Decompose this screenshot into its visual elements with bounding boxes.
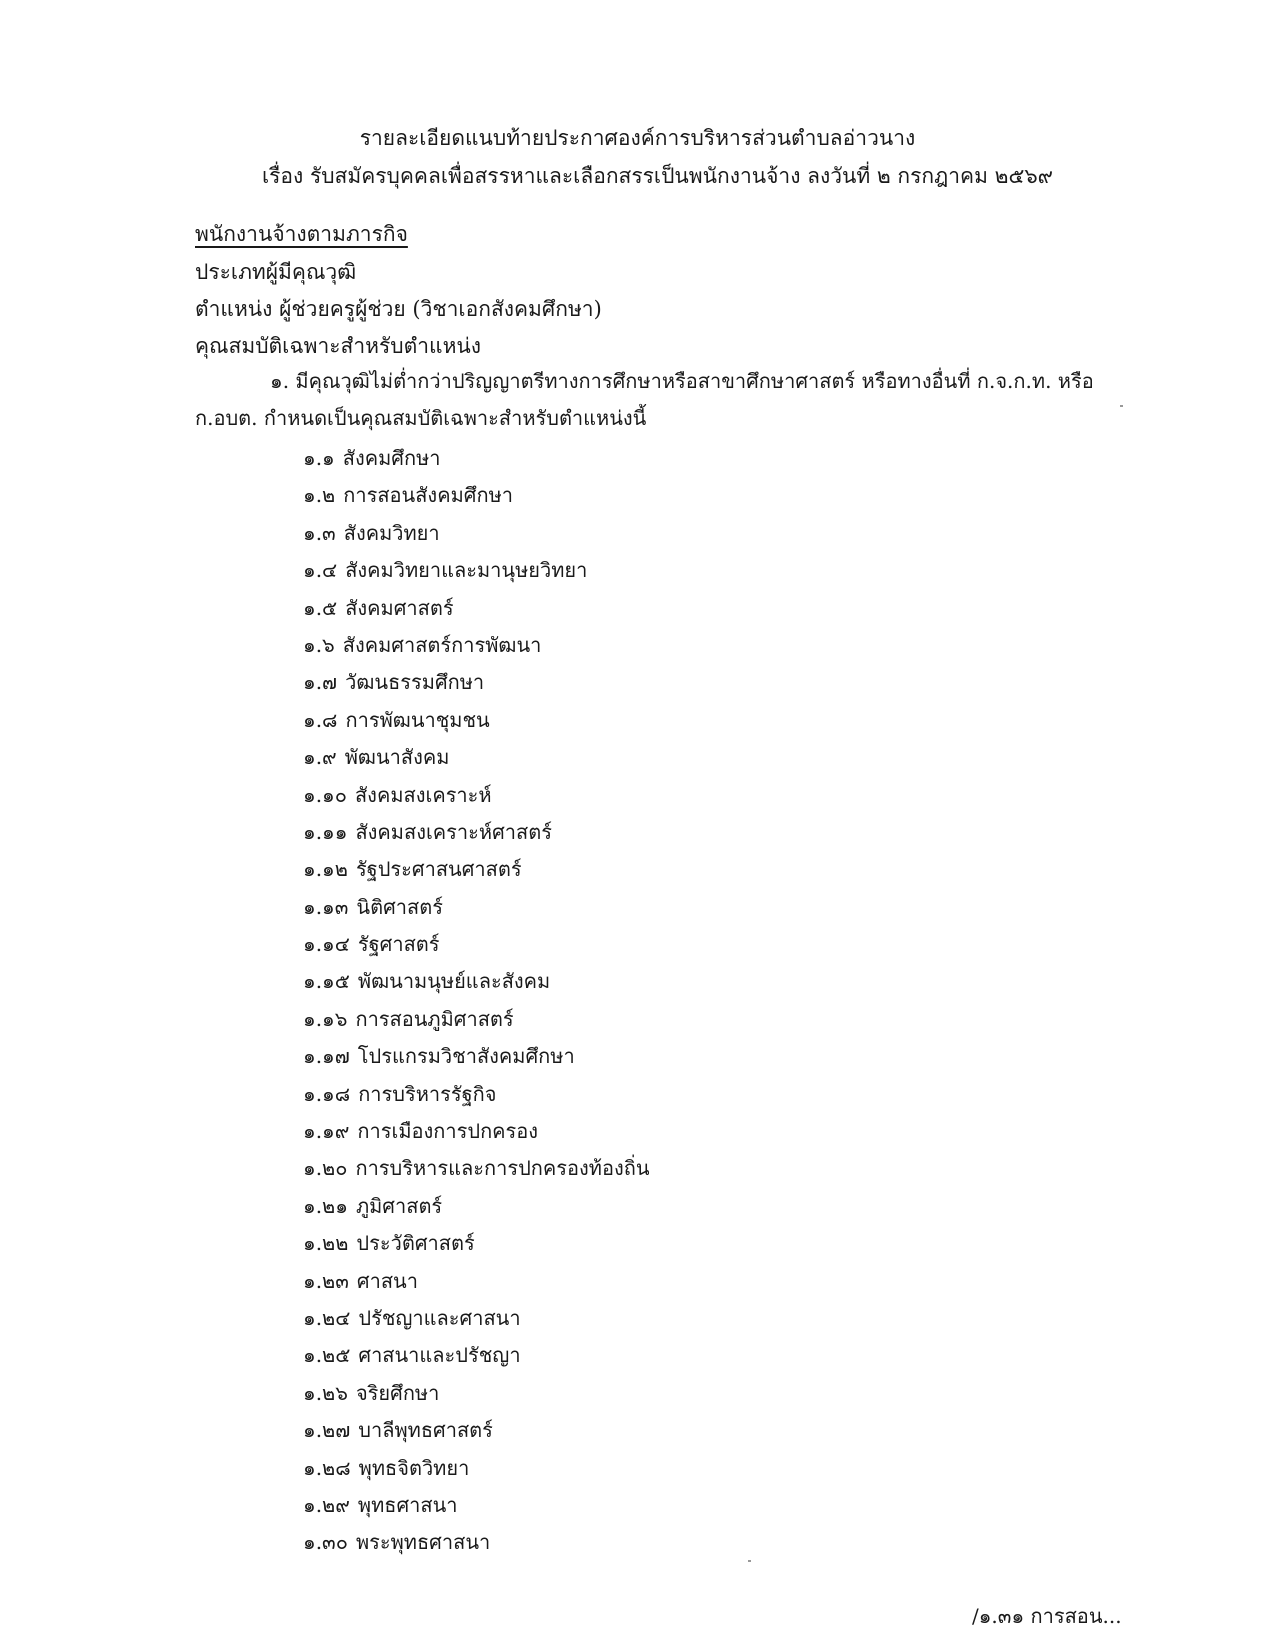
field-name: สังคมศาสตร์การพัฒนา bbox=[342, 632, 542, 657]
field-name: ศาสนา bbox=[356, 1268, 418, 1293]
field-number: ๑.๒๑ bbox=[303, 1193, 348, 1218]
field-list-item bbox=[303, 1263, 650, 1300]
field-number: ๑.๒๔ bbox=[303, 1305, 351, 1330]
field-list-item bbox=[303, 702, 650, 739]
field-list-item bbox=[303, 477, 650, 514]
field-name: การบริหารรัฐกิจ bbox=[358, 1081, 497, 1106]
field-number: ๑.๑๖ bbox=[303, 1006, 348, 1031]
field-list-item bbox=[303, 1150, 650, 1187]
field-name: การสอนภูมิศาสตร์ bbox=[355, 1006, 514, 1031]
field-list-item bbox=[303, 1188, 650, 1225]
field-list-item bbox=[303, 1300, 650, 1337]
field-name: รัฐศาสตร์ bbox=[357, 932, 440, 957]
field-number: ๑.๒ bbox=[303, 483, 336, 508]
field-list-item bbox=[303, 1487, 650, 1524]
field-number: ๑.๑๔ bbox=[303, 932, 350, 957]
field-name: การสอนสังคมศึกษา bbox=[343, 483, 513, 508]
field-name: สังคมศึกษา bbox=[342, 446, 441, 470]
field-list-item bbox=[303, 739, 650, 776]
field-number: ๑.๒๗ bbox=[303, 1418, 351, 1443]
document-title-line-1: รายละเอียดแนบท้ายประกาศองค์การบริหารส่วนตำบลอ่าวนาง bbox=[359, 126, 916, 150]
field-name: รัฐประศาสนศาสตร์ bbox=[355, 857, 522, 882]
field-list-item bbox=[303, 1113, 650, 1150]
field-name: สังคมวิทยา bbox=[343, 520, 440, 545]
field-number: ๑.๑๕ bbox=[303, 969, 350, 994]
continuation-note: /๑.๓๑ การสอน... bbox=[972, 1604, 1122, 1628]
field-number: ๑.๘ bbox=[303, 707, 338, 732]
field-name: การบริหารและการปกครองท้องถิ่น bbox=[355, 1156, 650, 1181]
document-title-line-2: เรื่อง รับสมัครบุคคลเพื่อสรรหาและเลือกสรรเป็นพนักงานจ้าง ลงวันที่ ๒ กรกฎาคม ๒๕๖๙ bbox=[261, 164, 1054, 188]
field-list-item bbox=[303, 777, 650, 814]
field-list-item bbox=[303, 814, 650, 851]
field-number: ๑.๑๐ bbox=[303, 782, 347, 807]
field-number: ๑.๒๙ bbox=[303, 1492, 350, 1517]
field-list-item bbox=[303, 515, 650, 552]
category-heading: ประเภทผู้มีคุณวุฒิ bbox=[195, 260, 357, 284]
field-list-item bbox=[303, 1225, 650, 1262]
position-heading: ตำแหน่ง ผู้ช่วยครูผู้ช่วย (วิชาเอกสังคมศึกษา) bbox=[195, 297, 602, 321]
field-list-item bbox=[303, 1038, 650, 1075]
scan-speck bbox=[748, 1560, 751, 1562]
field-list-item bbox=[303, 1524, 650, 1561]
field-number: ๑.๑๘ bbox=[303, 1081, 351, 1106]
field-list-item bbox=[303, 664, 650, 701]
field-name: การพัฒนาชุมชน bbox=[345, 707, 490, 732]
field-list-item bbox=[303, 1001, 650, 1038]
field-name: พุทธศาสนา bbox=[357, 1492, 458, 1517]
field-list-item bbox=[303, 1337, 650, 1374]
field-number: ๑.๔ bbox=[303, 558, 338, 583]
requirement-line-1: ๑. มีคุณวุฒิไม่ต่ำกว่าปริญญาตรีทางการศึกษาหรือสาขาศึกษาศาสตร์ หรือทางอื่นที่ ก.จ.ก.ท. หรือ bbox=[270, 369, 1094, 393]
field-number: ๑.๒๖ bbox=[303, 1380, 348, 1405]
field-list-item bbox=[303, 926, 650, 963]
field-list-item bbox=[303, 963, 650, 1000]
field-name: พัฒนาสังคม bbox=[344, 745, 450, 770]
field-list-item bbox=[303, 1375, 650, 1412]
field-name: ภูมิศาสตร์ bbox=[355, 1193, 443, 1218]
field-number: ๑.๑ bbox=[303, 446, 335, 470]
field-number: ๑.๒๘ bbox=[303, 1455, 351, 1480]
field-name: จริยศึกษา bbox=[355, 1380, 440, 1405]
scan-speck bbox=[1120, 405, 1123, 407]
field-number: ๑.๖ bbox=[303, 632, 335, 657]
field-number: ๑.๒๐ bbox=[303, 1156, 348, 1181]
field-number: ๑.๒๒ bbox=[303, 1231, 349, 1256]
field-list-item bbox=[303, 1412, 650, 1449]
field-name: สังคมวิทยาและมานุษยวิทยา bbox=[345, 558, 588, 583]
field-number: ๑.๒๓ bbox=[303, 1268, 349, 1293]
field-number: ๑.๙ bbox=[303, 745, 337, 770]
employee-type-heading: พนักงานจ้างตามภารกิจ bbox=[195, 222, 408, 246]
qualification-fields-list bbox=[303, 440, 650, 1562]
field-number: ๑.๑๗ bbox=[303, 1044, 350, 1069]
field-list-item bbox=[303, 851, 650, 888]
field-name: พุทธจิตวิทยา bbox=[358, 1455, 470, 1480]
field-number: ๑.๕ bbox=[303, 595, 338, 620]
field-name: ศาสนาและปรัชญา bbox=[358, 1343, 521, 1368]
field-list-item bbox=[303, 552, 650, 589]
field-number: ๑.๑๙ bbox=[303, 1119, 350, 1144]
field-list-item bbox=[303, 1076, 650, 1113]
field-number: ๑.๑๒ bbox=[303, 857, 348, 882]
field-number: ๑.๓๐ bbox=[303, 1530, 348, 1555]
field-name: สังคมศาสตร์ bbox=[345, 595, 454, 620]
field-number: ๑.๓ bbox=[303, 520, 336, 545]
field-name: บาลีพุทธศาสตร์ bbox=[358, 1418, 493, 1443]
field-name: การเมืองการปกครอง bbox=[357, 1119, 539, 1144]
field-list-item bbox=[303, 627, 650, 664]
field-number: ๑.๗ bbox=[303, 670, 338, 695]
field-name: วัฒนธรรมศึกษา bbox=[345, 670, 485, 695]
field-list-item bbox=[303, 889, 650, 926]
field-list-item bbox=[303, 590, 650, 627]
field-list-item bbox=[303, 1450, 650, 1487]
field-number: ๑.๑๓ bbox=[303, 894, 349, 919]
field-name: ปรัชญาและศาสนา bbox=[358, 1305, 521, 1330]
field-number: ๑.๑๑ bbox=[303, 819, 348, 844]
field-name: สังคมสงเคราะห์ bbox=[354, 782, 492, 807]
field-name: สังคมสงเคราะห์ศาสตร์ bbox=[355, 819, 552, 844]
requirement-line-2: ก.อบต. กำหนดเป็นคุณสมบัติเฉพาะสำหรับตำแหน่งนี้ bbox=[195, 406, 647, 430]
field-name: พัฒนามนุษย์และสังคม bbox=[357, 969, 551, 994]
qualifications-heading: คุณสมบัติเฉพาะสำหรับตำแหน่ง bbox=[195, 334, 482, 358]
field-name: โปรแกรมวิชาสังคมศึกษา bbox=[357, 1044, 575, 1069]
field-number: ๑.๒๕ bbox=[303, 1343, 351, 1368]
field-list-item bbox=[303, 440, 650, 477]
field-name: ประวัติศาสตร์ bbox=[356, 1231, 475, 1256]
field-name: นิติศาสตร์ bbox=[356, 894, 443, 919]
field-name: พระพุทธศาสนา bbox=[355, 1530, 491, 1555]
